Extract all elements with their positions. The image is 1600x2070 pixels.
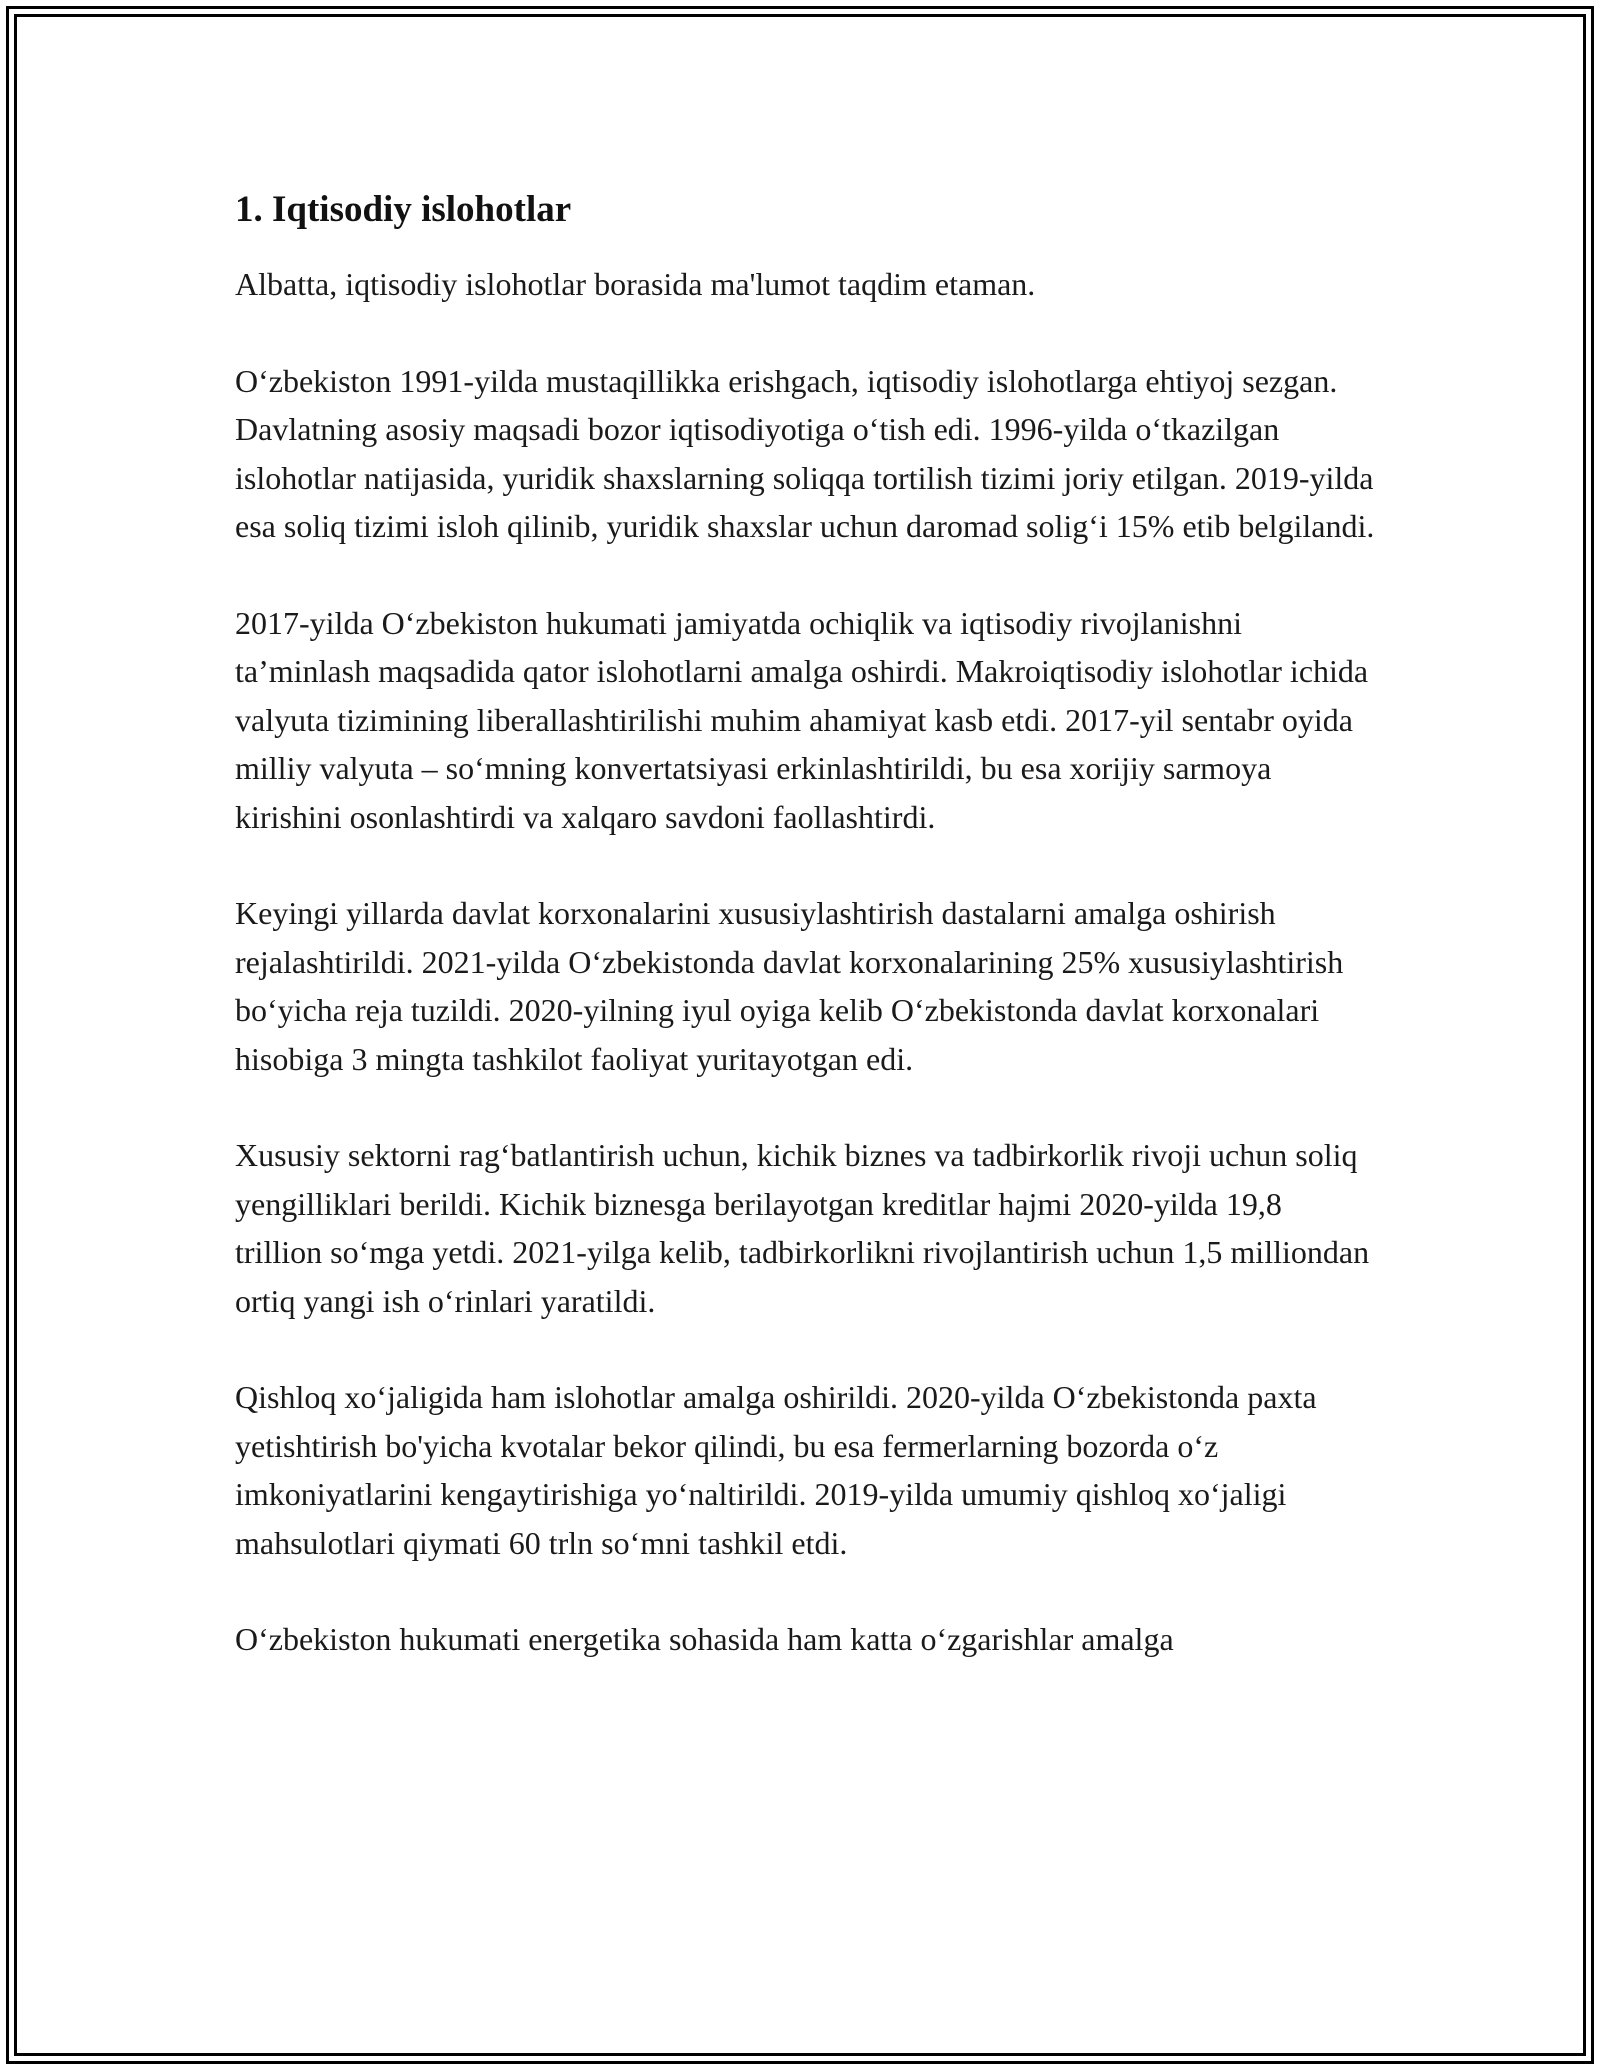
paragraph-intro: Albatta, iqtisodiy islohotlar borasida ma'lumot taqdim etaman. xyxy=(235,266,1036,302)
paragraph-currency-liberalization: 2017-yilda O‘zbekiston hukumati jamiyatda ochiqlik va iqtisodiy rivojlanishni ta’minlash maqsadida qator islohotlarni amalga oshirdi. Makroiqtisodiy islohotlar ichida valyuta tizimining liberallashtirilishi muhim ahamiyat kasb etdi. 2017-yil sentabr oyida milliy valyuta – so‘mning konvertatsiyasi erkinlashtirildi, bu esa xorijiy sarmoya kirishini osonlashtirdi va xalqaro savdoni faollashtirdi. xyxy=(235,604,1369,835)
paragraph-private-sector: Xususiy sektorni rag‘batlantirish uchun, kichik biznes va tadbirkorlik rivoji uchun soliq yengilliklari berildi. Kichik biznesga berilayotgan kreditlar hajmi 2020-yilda 19,8 trillion so‘mga yetdi. 2021-yilga kelib, tadbirkorlikni rivojlantirish uchun 1,5 milliondan ortiq yangi ish o‘rinlari yaratildi. xyxy=(235,1137,1370,1319)
paragraph-independence: O‘zbekiston 1991-yilda mustaqillikka erishgach, iqtisodiy islohotlarga ehtiyoj sezgan. Davlatning asosiy maqsadi bozor iqtisodiyotiga o‘tish edi. 1996-yilda o‘tkazilgan islohotlar natijasida, yuridik shaxslarning soliqqa tortilish tizimi joriy etilgan. 2019-yilda esa soliq tizimi isloh qilinib, yuridik shaxslar uchun daromad solig‘i 15% etib belgilandi. xyxy=(235,362,1375,544)
document-body xyxy=(235,186,1375,1712)
paragraph-energy: O‘zbekiston hukumati energetika sohasida ham katta o‘zgarishlar amalga xyxy=(235,1621,1174,1657)
paragraph-privatization: Keyingi yillarda davlat korxonalarini xususiylashtirish dastalarni amalga oshirish rejalashtirildi. 2021-yilda O‘zbekistonda davlat korxonalarining 25% xususiylashtirish bo‘yicha reja tuzildi. 2020-yilning iyul oyiga kelib O‘zbekistonda davlat korxonalari hisobiga 3 mingta tashkilot faoliyat yuritayotgan edi. xyxy=(235,895,1344,1077)
section-heading: 1. Iqtisodiy islohotlar xyxy=(235,189,572,230)
paragraph-agriculture: Qishloq xo‘jaligida ham islohotlar amalga oshirildi. 2020-yilda O‘zbekistonda paxta yetishtirish bo'yicha kvotalar bekor qilindi, bu esa fermerlarning bozorda o‘z imkoniyatlarini kengaytirishiga yo‘naltirildi. 2019-yilda umumiy qishloq xo‘jaligi mahsulotlari qiymati 60 trln so‘mni tashkil etdi. xyxy=(235,1379,1317,1561)
